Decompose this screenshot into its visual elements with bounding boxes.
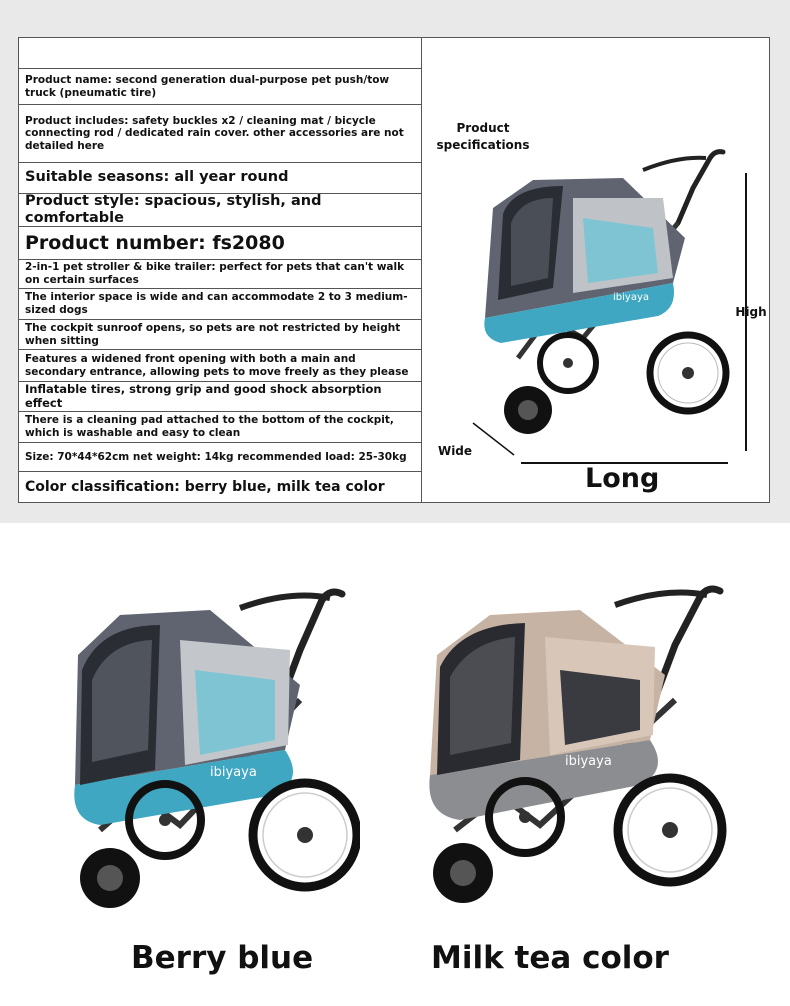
spec-row-feature-sunroof: The cockpit sunroof opens, so pets are not restricted by height when sitting <box>19 320 422 350</box>
berry-blue-stroller-image <box>60 580 360 920</box>
milk-tea-brand-logo: ibiyaya <box>565 754 612 769</box>
spec-row-empty <box>19 38 422 69</box>
spec-row-feature-cleaning-pad: There is a cleaning pad attached to the bottom of the cockpit, which is washable and easy to clean <box>19 412 422 443</box>
spec-table <box>19 38 422 502</box>
diagram-brand-logo: ibiyaya <box>613 292 649 303</box>
spec-row-feature-opening: Features a widened front opening with both a main and secondary entrance, allowing pets to move freely as they please <box>19 350 422 382</box>
spec-sheet <box>18 37 770 503</box>
high-label: High <box>735 305 767 319</box>
long-label: Long <box>585 463 660 494</box>
diagram-title: Product specifications <box>436 121 530 152</box>
spec-row-feature-tires: Inflatable tires, strong grip and good shock absorption effect <box>19 382 422 412</box>
spec-row-feature-space: The interior space is wide and can accommodate 2 to 3 medium-sized dogs <box>19 289 422 320</box>
spec-row-color: Color classification: berry blue, milk tea color <box>25 478 385 495</box>
dimension-diagram <box>423 38 770 502</box>
spec-row-product-name: Product name: second generation dual-purpose pet push/tow truck (pneumatic tire) <box>19 69 422 105</box>
spec-row-feature-2in1: 2-in-1 pet stroller & bike trailer: perfect for pets that can't walk on certain surfaces <box>19 260 422 289</box>
dimension-stroller-drawing <box>423 38 770 502</box>
milk-tea-caption: Milk tea color <box>431 940 669 976</box>
spec-row-size-weight: Size: 70*44*62cm net weight: 14kg recommended load: 25-30kg <box>19 443 422 472</box>
spec-row-style: Product style: spacious, stylish, and comfortable <box>19 194 422 227</box>
spec-row-product-includes: Product includes: safety buckles x2 / cleaning mat / bicycle connecting rod / dedicated rain cover. other accessories are not detailed here <box>19 105 422 163</box>
berry-blue-caption: Berry blue <box>131 940 314 976</box>
spec-row-seasons: Suitable seasons: all year round <box>19 163 422 194</box>
berry-blue-brand-logo: ibiyaya <box>210 765 257 780</box>
spec-row-product-number: Product number: fs2080 <box>19 227 422 260</box>
wide-label: Wide <box>437 444 473 458</box>
milk-tea-stroller-image <box>415 575 735 915</box>
